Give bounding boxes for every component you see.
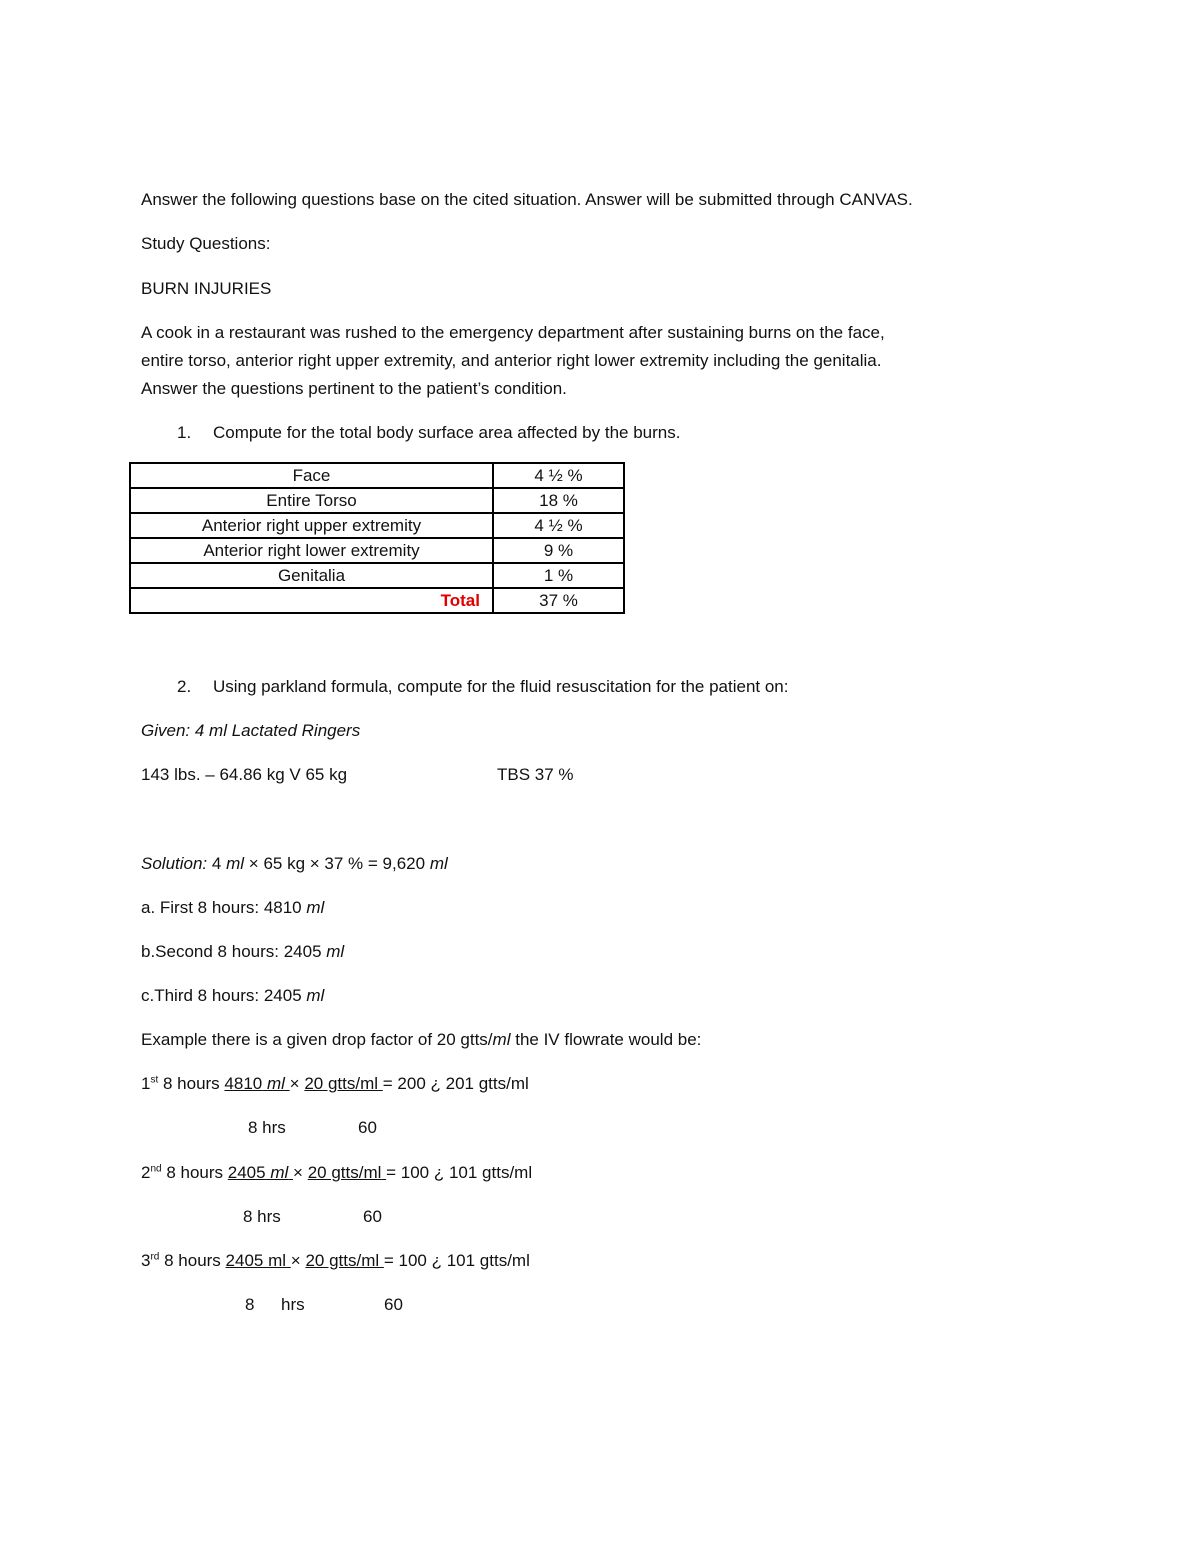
area-cell: Anterior right lower extremity xyxy=(130,538,493,563)
percent-cell: 4 ½ % xyxy=(493,513,624,538)
given-line: Given: 4 ml Lactated Ringers xyxy=(141,721,361,740)
question-number: 1. xyxy=(177,423,192,442)
denominator: 8 hrs xyxy=(248,1118,286,1137)
solution-unit: ml xyxy=(429,854,448,873)
table-row xyxy=(130,563,624,588)
ordinal: 3rd xyxy=(141,1251,160,1270)
denominator: 60 xyxy=(363,1207,382,1226)
denominator: 8 hrs xyxy=(243,1207,281,1226)
denominator: 8 xyxy=(245,1295,255,1314)
area-cell: Entire Torso xyxy=(130,488,493,513)
table-total-row xyxy=(130,588,624,613)
flowrate-label: 8 hours xyxy=(166,1163,224,1182)
table-row xyxy=(130,538,624,563)
total-label-text: Total xyxy=(440,591,480,610)
area-cell: Genitalia xyxy=(130,563,493,588)
numerator: 4810 ml xyxy=(224,1074,285,1093)
step-text: a. First 8 hours: 4810 xyxy=(141,898,302,917)
tbs-value: TBS 37 % xyxy=(497,765,574,784)
flowrate-result: = 100 ¿ 101 gtts/ml xyxy=(386,1163,533,1182)
flowrate-result: = 100 ¿ 101 gtts/ml xyxy=(383,1251,530,1270)
times-sign: × xyxy=(289,1074,300,1093)
flowrate-line xyxy=(141,1073,529,1095)
study-questions-heading: Study Questions: xyxy=(141,234,271,253)
numerator: 20 gtts/ml xyxy=(304,1074,379,1093)
step-unit: ml xyxy=(306,898,325,917)
tbsa-table xyxy=(129,462,625,614)
numerator: 20 gtts/ml xyxy=(305,1251,380,1270)
question-2 xyxy=(177,676,788,698)
step-unit: ml xyxy=(326,942,345,961)
table-row xyxy=(130,513,624,538)
question-1 xyxy=(177,422,680,444)
question-text: Compute for the total body surface area affected by the burns. xyxy=(213,423,681,442)
example-line xyxy=(141,1029,701,1051)
times-sign: × xyxy=(290,1251,301,1270)
step-text: b.Second 8 hours: 2405 xyxy=(141,942,322,961)
step-line xyxy=(141,985,324,1007)
ordinal: 2nd xyxy=(141,1163,162,1182)
flowrate-line xyxy=(141,1162,532,1184)
table-row xyxy=(130,488,624,513)
percent-cell: 4 ½ % xyxy=(493,463,624,488)
area-cell: Anterior right upper extremity xyxy=(130,513,493,538)
table-row xyxy=(130,463,624,488)
percent-cell: 9 % xyxy=(493,538,624,563)
ordinal: 1st xyxy=(141,1074,159,1093)
percent-cell: 1 % xyxy=(493,563,624,588)
example-text: Example there is a given drop factor of 20 gtts/ xyxy=(141,1030,493,1049)
flowrate-label: 8 hours xyxy=(164,1251,221,1270)
numerator: 2405 ml xyxy=(227,1163,289,1182)
total-label xyxy=(130,588,493,613)
denominator: hrs xyxy=(281,1295,305,1314)
denominator: 60 xyxy=(358,1118,377,1137)
weight-line: 143 lbs. – 64.86 kg V 65 kg xyxy=(141,765,348,784)
solution-line xyxy=(141,853,448,875)
solution-label: Solution: xyxy=(141,854,208,873)
denominator: 60 xyxy=(384,1295,403,1314)
flowrate-label: 8 hours xyxy=(162,1074,220,1093)
flowrate-line xyxy=(141,1250,530,1272)
question-text: Using parkland formula, compute for the fluid resuscitation for the patient on: xyxy=(213,677,789,696)
times-sign: × xyxy=(293,1163,303,1182)
flowrate-result: = 200 ¿ 201 gtts/ml xyxy=(382,1074,529,1093)
topic-heading: BURN INJURIES xyxy=(141,279,272,298)
step-text: c.Third 8 hours: 2405 xyxy=(141,986,302,1005)
solution-rest: × 65 kg × 37 % = 9,620 xyxy=(248,854,426,873)
area-cell: Face xyxy=(130,463,493,488)
numerator: 2405 ml xyxy=(225,1251,287,1270)
solution-unit: ml xyxy=(226,854,245,873)
scenario-line: entire torso, anterior right upper extremity, and anterior right lower extremity including the genitalia. xyxy=(141,351,882,370)
step-line xyxy=(141,941,344,963)
total-value: 37 % xyxy=(493,588,624,613)
scenario-line: A cook in a restaurant was rushed to the emergency department after sustaining burns on the face, xyxy=(141,323,885,342)
example-unit: ml xyxy=(492,1030,511,1049)
question-number: 2. xyxy=(177,677,192,696)
scenario-line: Answer the questions pertinent to the patient’s condition. xyxy=(141,379,567,398)
step-line xyxy=(141,897,324,919)
intro-text: Answer the following questions base on the cited situation. Answer will be submitted through CANVAS. xyxy=(141,190,913,209)
solution-num: 4 xyxy=(211,854,222,873)
step-unit: ml xyxy=(306,986,325,1005)
numerator: 20 gtts/ml xyxy=(307,1163,382,1182)
percent-cell: 18 % xyxy=(493,488,624,513)
example-text: the IV flowrate would be: xyxy=(515,1030,702,1049)
